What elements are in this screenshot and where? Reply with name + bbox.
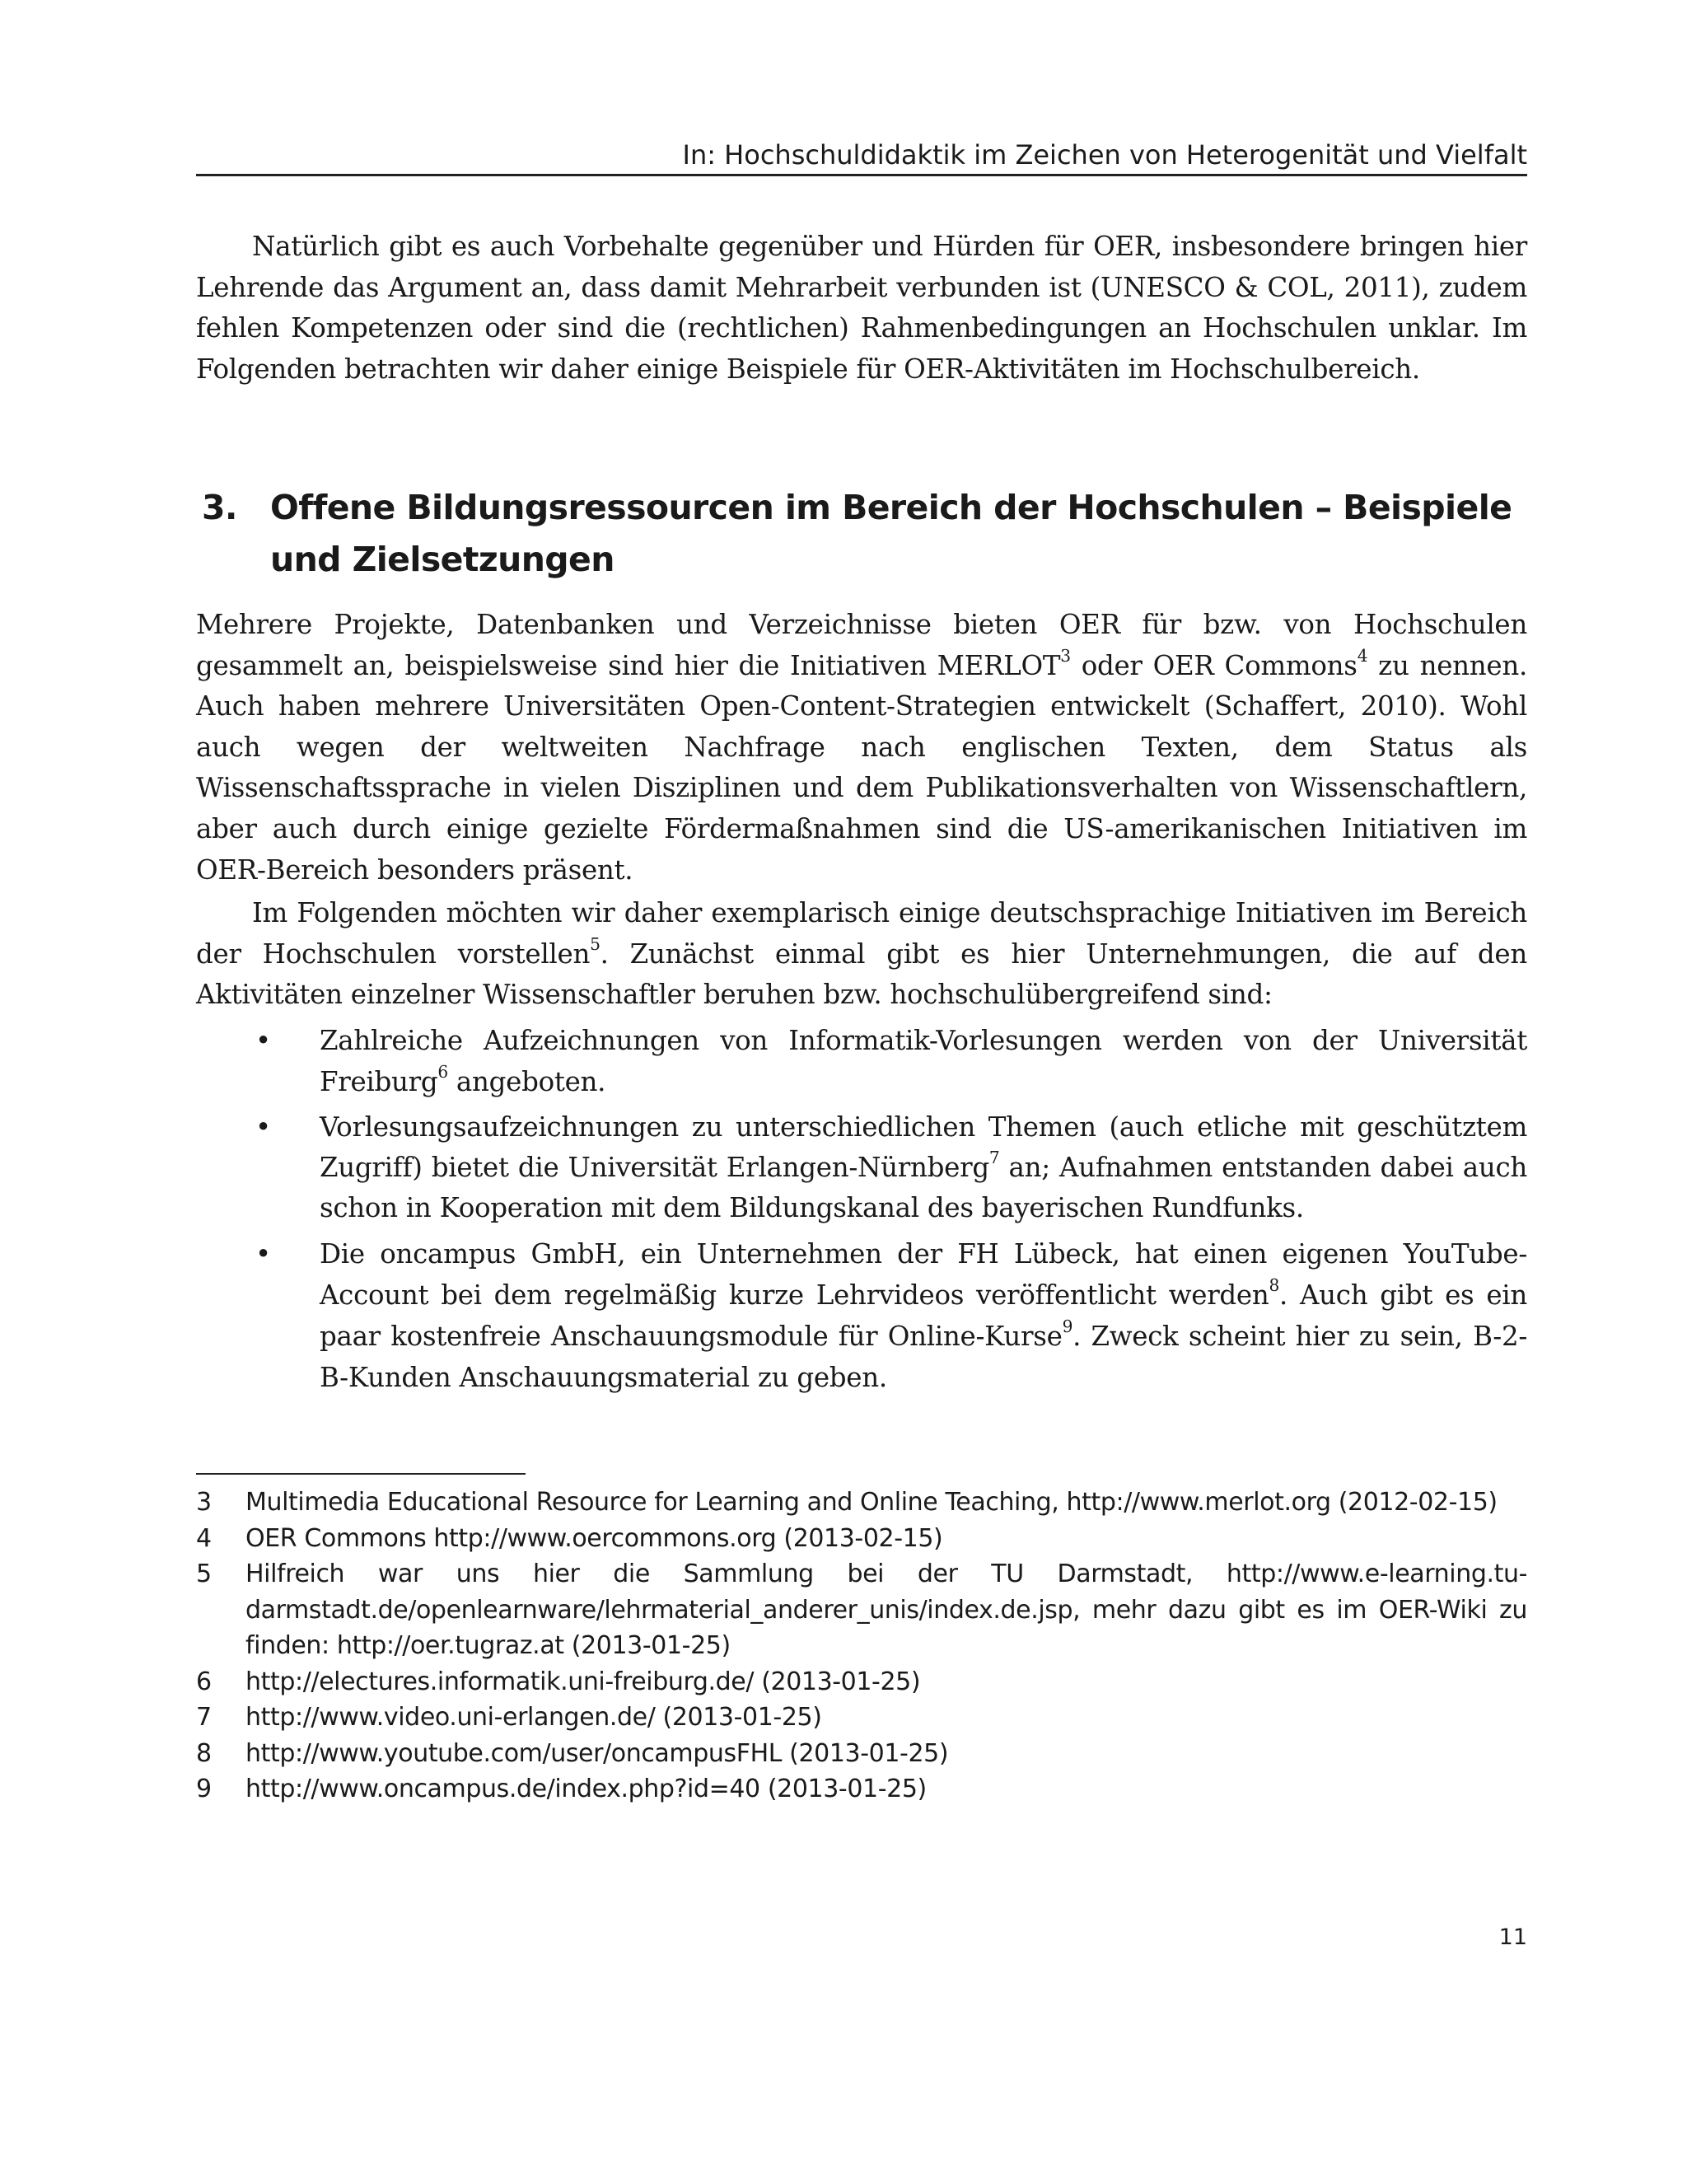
footnote-number: 8 [196, 1738, 212, 1768]
footnote-number: 6 [196, 1667, 212, 1696]
footnote [196, 1736, 1527, 1772]
footnote-number: 7 [196, 1703, 212, 1732]
section-number: 3. [202, 488, 237, 527]
initiatives-list [196, 1020, 1527, 1403]
text-segment: Im Folgenden möchten wir daher exemplarisch einige deutschsprachige Initiativen im Bereich der Hochschulen vorstellen [196, 897, 1527, 970]
footnote [196, 1664, 1527, 1700]
footnote-text: http://www.video.uni-erlangen.de/ (2013-01-25) [245, 1703, 822, 1732]
footnote-ref[interactable]: 7 [988, 1147, 1000, 1167]
text-segment: oder OER Commons [1070, 649, 1358, 681]
text-segment: an; Aufnahmen entstanden dabei auch schon in Kooperation mit dem Bildungskanal des bayerischen Rundfunks. [320, 1152, 1527, 1223]
bullet-icon: • [255, 1025, 271, 1056]
footnote-text: http://www.youtube.com/user/oncampusFHL (2013-01-25) [245, 1738, 949, 1768]
bullet-icon: • [255, 1238, 271, 1270]
paragraph-initiatives [196, 893, 1527, 1016]
text-segment: Vorlesungsaufzeichnungen zu unterschiedlichen Themen (auch etliche mit geschütztem Zugriff) bietet die Universität Erlangen-Nürnberg [320, 1111, 1527, 1183]
footnote-text: Hilfreich war uns hier die Sammlung bei der TU Darmstadt, http://www.e-learning.tu-darmstadt.de/openlearnware/lehrmaterial_anderer_unis/index.de.jsp, mehr dazu gibt es im OER-Wiki zu finden: http://oer.tugraz.at (2013-01-25) [245, 1560, 1527, 1660]
footnote [196, 1771, 1527, 1808]
text-segment: . Auch gibt es ein paar kostenfreie Anschauungsmodule für Online-Kurse [320, 1279, 1527, 1352]
footnote-ref[interactable]: 5 [590, 933, 600, 954]
footnote [196, 1485, 1527, 1521]
footnote [196, 1521, 1527, 1557]
footnotes-list [196, 1485, 1527, 1808]
footnote [196, 1556, 1527, 1664]
footnote-ref[interactable]: 3 [1060, 645, 1071, 666]
running-header: In: Hochschuldidaktik im Zeichen von Heterogenität und Vielfalt [682, 139, 1527, 171]
page-number: 11 [1498, 1924, 1527, 1950]
footnote-number: 9 [196, 1775, 212, 1803]
footnote-text: Multimedia Educational Resource for Learning and Online Teaching, http://www.merlot.org (2012-02-15) [245, 1488, 1498, 1517]
footnote-number: 4 [196, 1523, 212, 1553]
paragraph-projects [196, 605, 1527, 891]
footnote-text: http://www.oncampus.de/index.php?id=40 (2013-01-25) [245, 1775, 927, 1803]
footnote-ref[interactable]: 6 [437, 1061, 448, 1082]
text-segment: Zahlreiche Aufzeichnungen von Informatik-Vorlesungen werden von der Universität Freiburg [320, 1025, 1527, 1097]
footnote-text: http://electures.informatik.uni-freiburg.de/ (2013-01-25) [245, 1667, 921, 1696]
list-item [196, 1020, 1527, 1102]
text-segment: angeboten. [447, 1066, 606, 1097]
footnote-number: 3 [196, 1488, 212, 1517]
footnote-separator [196, 1473, 526, 1475]
footnote-ref[interactable]: 8 [1269, 1274, 1280, 1295]
text-segment: Mehrere Projekte, Datenbanken und Verzeichnisse bieten OER für bzw. von Hochschulen gesammelt an, beispielsweise sind hier die Initiativen MERLOT [196, 609, 1527, 681]
header-rule [196, 174, 1527, 176]
text-segment: . Zunächst einmal gibt es hier Unternehmungen, die auf den Aktivitäten einzelner Wissenschaftler beruhen bzw. hochschulübergreifend sind: [196, 938, 1527, 1011]
footnote-ref[interactable]: 9 [1062, 1316, 1073, 1336]
text-segment: . Zweck scheint hier zu sein, B-2-B-Kunden Anschauungsmaterial zu geben. [320, 1321, 1527, 1393]
text-segment: zu nennen. Auch haben mehrere Universitäten Open-Content-Strategien entwickelt (Schaffert, 2010). Wohl auch wegen der weltweiten Nachfrage nach englischen Texten, dem Status als Wissenschaftssprache in vielen Disziplinen und dem Publikationsverhalten von Wissenschaftlern, aber auch durch einige gezielte Fördermaßnahmen sind die US-amerikanischen Initiativen im OER-Bereich besonders präsent. [196, 649, 1528, 886]
footnote [196, 1700, 1527, 1736]
paragraph-intro: Natürlich gibt es auch Vorbehalte gegenüber und Hürden für OER, insbesondere bringen hier Lehrende das Argument an, dass damit Mehrarbeit verbunden ist (UNESCO & COL, 2011), zudem fehlen Kompetenzen oder sind die (rechtlichen) Rahmenbedingungen an Hochschulen unklar. Im Folgenden betrachten wir daher einige Beispiele für OER-Aktivitäten im Hochschulbereich. [196, 231, 1527, 385]
footnote-text: OER Commons http://www.oercommons.org (2013-02-15) [245, 1523, 943, 1553]
list-item [196, 1107, 1527, 1228]
bullet-icon: • [255, 1111, 271, 1143]
section-heading [202, 482, 1520, 586]
footnote-number: 5 [196, 1560, 212, 1588]
list-item [196, 1233, 1527, 1398]
footnote-ref[interactable]: 4 [1357, 645, 1368, 666]
section-title: Offene Bildungsressourcen im Bereich der Hochschulen – Beispiele und Zielsetzungen [270, 488, 1512, 579]
text-segment: Die oncampus GmbH, ein Unternehmen der FH Lübeck, hat einen eigenen YouTube-Account bei dem regelmäßig kurze Lehrvideos veröffentlicht werden [320, 1238, 1527, 1311]
